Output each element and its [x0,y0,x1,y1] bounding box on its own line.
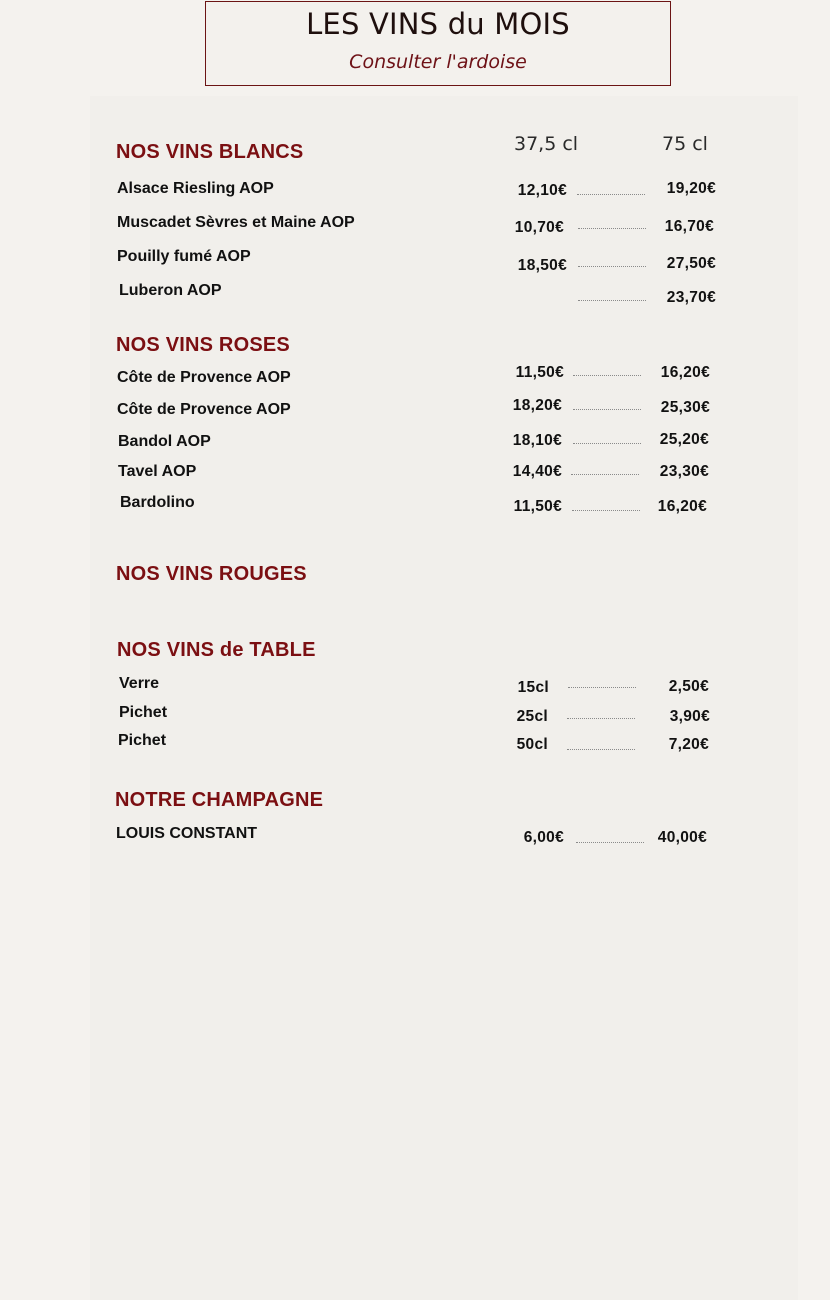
dotted-leader [573,443,641,444]
wine-name: Pichet [119,704,168,721]
wine-name: Bandol AOP [118,433,211,450]
wine-name: Côte de Provence AOP [117,401,291,418]
price-glass: 6,00€ [523,829,564,846]
column-header-75cl: 75 cl [662,133,708,155]
dotted-leader [573,409,641,410]
wine-name: Bardolino [120,494,195,511]
wine-name: LOUIS CONSTANT [116,825,258,842]
price-37-5cl: 10,70€ [514,219,564,236]
wine-name: Muscadet Sèvres et Maine AOP [117,214,355,231]
list-item [0,494,830,516]
price-37-5cl: 18,10€ [512,432,562,449]
list-item [0,463,830,485]
list-item [0,282,830,304]
price-75cl: 23,70€ [666,289,716,306]
section-title-table: NOS VINS de TABLE [117,639,316,661]
list-item [0,248,830,274]
price-75cl: 19,20€ [666,180,716,197]
wine-name: Alsace Riesling AOP [117,180,274,197]
price-75cl: 25,20€ [659,431,709,448]
price-bottle: 40,00€ [657,829,707,846]
list-item [0,825,830,847]
section-title-champagne: NOTRE CHAMPAGNE [115,789,324,811]
dotted-leader [567,718,635,719]
header-box [205,1,671,86]
price-37-5cl: 11,50€ [513,498,562,515]
dotted-leader [576,842,644,843]
price-75cl: 25,30€ [660,399,710,416]
list-item [0,704,830,726]
price-75cl: 23,30€ [659,463,709,480]
dotted-leader [568,687,636,688]
list-item [0,364,830,391]
page-title: LES VINS du MOIS [306,7,570,41]
volume: 50cl [516,736,548,753]
dotted-leader [571,474,639,475]
section-title-rouges: NOS VINS ROUGES [116,563,307,585]
volume: 15cl [517,679,549,696]
price-37-5cl: 14,40€ [512,463,562,480]
menu-panel [90,96,798,1300]
price-75cl: 16,20€ [657,498,707,515]
list-item [0,180,830,202]
wine-name: Tavel AOP [118,463,197,480]
section-title-roses: NOS VINS ROSES [116,334,290,356]
price: 2,50€ [668,678,709,695]
wine-name: Verre [119,675,160,692]
price: 3,90€ [669,708,710,725]
price-75cl: 27,50€ [666,255,716,272]
dotted-leader [577,194,645,195]
price-75cl: 16,20€ [660,364,710,381]
list-item [0,214,830,236]
wine-name: Pouilly fumé AOP [117,248,251,265]
volume: 25cl [516,708,548,725]
price-75cl: 16,70€ [664,218,714,235]
column-header-37-5cl: 37,5 cl [514,133,579,155]
list-item [0,732,830,754]
page-subtitle: Consulter l'ardoise [349,51,527,73]
wine-name: Pichet [118,732,167,749]
price-37-5cl: 18,20€ [512,397,562,414]
price-37-5cl: 11,50€ [515,364,564,381]
list-item [0,397,830,423]
dotted-leader [578,266,646,267]
wine-name: Luberon AOP [119,282,222,299]
price-37-5cl: 12,10€ [517,182,567,199]
dotted-leader [573,375,641,376]
dotted-leader [578,228,646,229]
wine-name: Côte de Provence AOP [117,369,291,386]
dotted-leader [572,510,640,511]
list-item [0,433,830,455]
list-item [0,675,830,697]
price: 7,20€ [668,736,709,753]
section-title-blancs: NOS VINS BLANCS [116,141,304,163]
dotted-leader [567,749,635,750]
dotted-leader [578,300,646,301]
price-37-5cl: 18,50€ [517,257,567,274]
